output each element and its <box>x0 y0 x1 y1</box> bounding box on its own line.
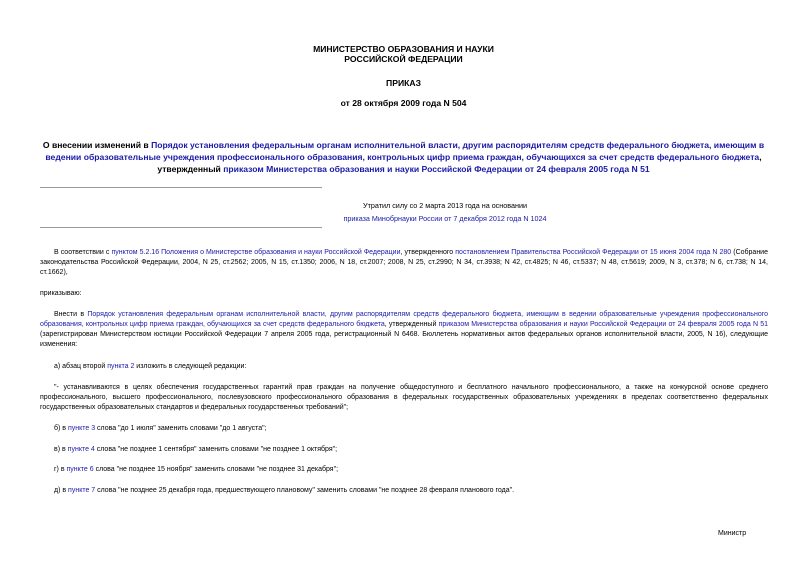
ministry-line-1: МИНИСТЕРСТВО ОБРАЗОВАНИЯ И НАУКИ <box>313 44 494 54</box>
para2-link-procedure[interactable]: Порядок установления федеральным органам исполнительной власти, другим распорядителям средств федерального бюджета, имеющим в ведении образовательные учреждения профессионального образования, контрольных цифр приема граждан, обучающихся за счет средств федерального бюджета <box>40 311 769 328</box>
item-v-text-2: слова "не позднее 1 сентября" заменить словами "не позднее 1 октября"; <box>94 446 338 453</box>
para1-text-3: (Собрание законодательства Российской Федерации, 2004, N 25, ст.2562; 2005, N 15, ст.1350; 2006, N 18, ст.2007; 2008, N 25, ст.2990; N 34, ст.3938; N 42, ст.4825; N 46, ст.5337; N 48, ст.5619; 2009, N 3, ст.378; N 6, ст.738; N 14, ст.1662), <box>40 249 768 276</box>
item-b-text-2: слова "до 1 июля" заменить словами "до 1 августа"; <box>95 425 267 432</box>
order-word: приказываю: <box>40 290 82 297</box>
lost-force-note <box>320 199 570 225</box>
para1-link-decree[interactable]: постановлением Правительства Российской Федерации от 15 июня 2004 года N 280 <box>455 249 732 256</box>
lost-force-text: Утратил силу со 2 марта 2013 года на основании <box>363 201 527 210</box>
paragraph-changes <box>40 310 768 350</box>
item-g-text-1: г) в <box>54 466 67 473</box>
item-a-link[interactable]: пункта 2 <box>107 363 135 370</box>
item-a <box>40 362 768 372</box>
title-text-2: , утвержденный <box>157 152 762 174</box>
item-g-link[interactable]: пункте 6 <box>66 466 94 473</box>
item-v-link[interactable]: пункте 4 <box>67 446 95 453</box>
para1-text-1: В соответствии с <box>54 249 112 256</box>
divider-top <box>40 187 322 188</box>
item-v-text-1: в) в <box>54 446 68 453</box>
item-v <box>40 445 768 455</box>
para2-text-3: (зарегистрирован Министерством юстиции Российской Федерации 7 апреля 2005 года, регистрационный N 6468. Бюллетень нормативных актов федеральных органов исполнительной власти, 2005, N 16), следующие изменения: <box>40 331 768 348</box>
item-b-link[interactable]: пункте 3 <box>67 425 96 432</box>
signature-minister: Министр <box>718 530 747 537</box>
title-text-1: О внесении изменений в <box>42 140 152 150</box>
ministry-header <box>0 44 807 64</box>
item-g-text-2: слова "не позднее 15 ноября" заменить словами "не позднее 31 декабря"; <box>93 466 339 473</box>
lost-force-link[interactable]: приказа Минобрнауки России от 7 декабря 2012 года N 1024 <box>343 214 547 223</box>
quote-paragraph: "- устанавливаются в целях обеспечения государственных гарантий прав граждан на получение общедоступного и бесплатного начального профессионального, а также на конкурсной основе среднего профессионального, высшего профессионального, послевузовского профессионального образования в федеральных государственных образовательных учреждениях в пределах соответственно федеральных государственных образовательных стандартов и федеральных государственных требований"; <box>40 384 768 411</box>
item-a-text-2: изложить в следующей редакции: <box>134 363 247 370</box>
paragraph-basis <box>40 248 768 278</box>
para1-text-2: , утвержденного <box>400 249 456 256</box>
item-d-link[interactable]: пункте 7 <box>68 487 96 494</box>
item-g <box>40 465 768 475</box>
item-d-text-2: слова "не позднее 25 декабря года, предшествующего плановому" заменить словами "не позднее 28 февраля планового года". <box>95 487 515 494</box>
doc-date: от 28 октября 2009 года N 504 <box>340 98 467 108</box>
divider-bottom <box>40 227 322 228</box>
doc-type: ПРИКАЗ <box>386 78 421 88</box>
para2-text-1: Внести в <box>54 311 88 318</box>
title-link-order[interactable]: приказом Министерства образования и науки Российской Федерации от 24 февраля 2005 года N 51 <box>223 164 650 174</box>
item-d <box>40 486 768 496</box>
item-b-text-1: б) в <box>54 425 68 432</box>
para1-link-clause[interactable]: пунктом 5.2.16 Положения о Министерстве образования и науки Российской Федерации <box>111 249 401 256</box>
title-link-procedure[interactable]: Порядок установления федеральным органам исполнительной власти, другим распорядителям средств федерального бюджета, имеющим в ведении образовательные учреждения профессионального образования, контрольных цифр приема граждан, обучающихся за счет средств федерального бюджета <box>45 140 765 162</box>
item-d-text-1: д) в <box>54 487 69 494</box>
ministry-line-2: РОССИЙСКОЙ ФЕДЕРАЦИИ <box>344 54 463 64</box>
item-b <box>40 424 768 434</box>
document-title <box>30 139 777 175</box>
para2-link-order[interactable]: приказом Министерства образования и науки Российской Федерации от 24 февраля 2005 года N 51 <box>438 321 768 328</box>
item-a-text-1: а) абзац второй <box>54 363 108 370</box>
para2-text-2: , утвержденный <box>384 321 439 328</box>
